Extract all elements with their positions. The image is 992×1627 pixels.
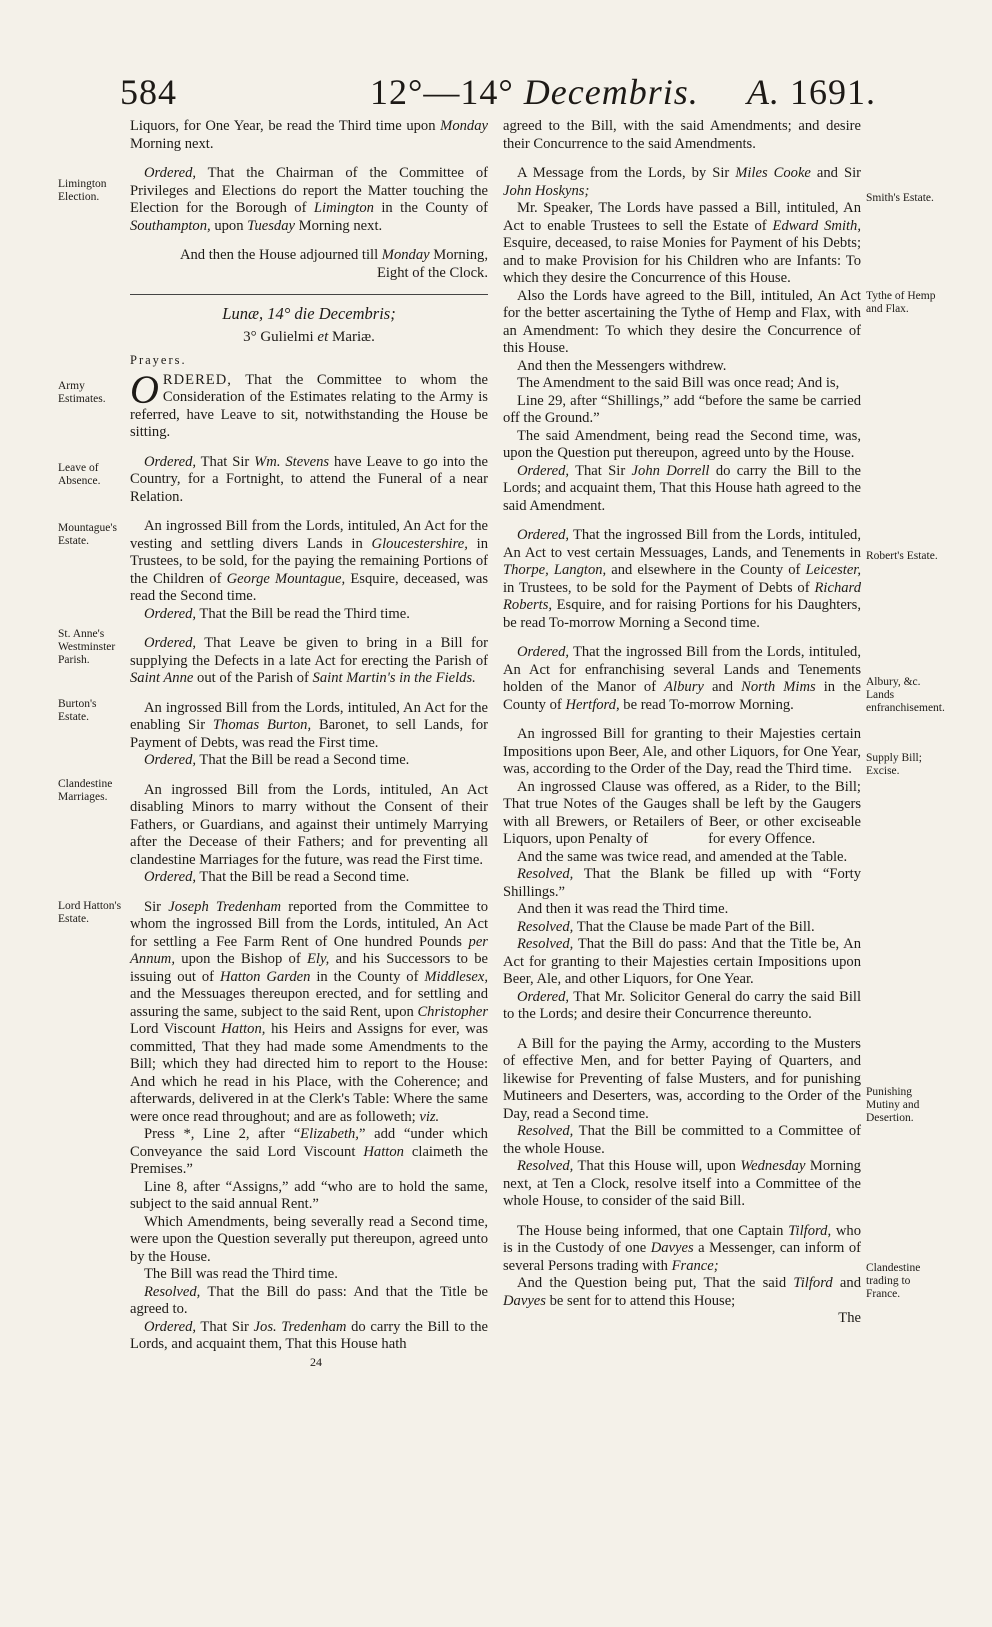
paragraph-rider: An ingrossed Clause was offered, as a Rider, to the Bill; That true Notes of the Gauges shall be left by the Gaugers with all Brewers, or Retailers of Beer, or other exciseable Liquors, upon Penalty of for every Offence. xyxy=(503,778,861,847)
margin-note-robert: Robert's Estate. xyxy=(866,550,938,562)
year-letter: A. xyxy=(747,72,780,112)
paragraph-press-amendment: Press *, Line 2, after “Elizabeth,” add “under which Conveyance the said Lord Viscount Hatton claimeth the Premises.” xyxy=(130,1126,488,1177)
paragraph-st-anne: Ordered, That Leave be given to bring in a Bill for supplying the Defects in a late Act for erecting the Parish of Saint Anne out of the Parish of Saint Martin's in the Fields. xyxy=(130,635,488,686)
paragraph-committee: Resolved, That the Bill be committed to a Committee of the whole House. xyxy=(503,1123,861,1157)
margin-note-leave: Leave of Absence. xyxy=(58,462,101,487)
paragraph-adjourn: And then the House adjourned till Monday Morning, Eight of the Clock. xyxy=(179,247,488,281)
year-number: 1691. xyxy=(790,72,876,112)
left-column xyxy=(130,118,488,1371)
paragraph-tythe: Also the Lords have agreed to the Bill, intituled, An Act for the better ascertaining the Tythe of Hemp and Flax, with an Amendment: To which they desire the Concurrence of this House. xyxy=(503,287,861,356)
catchword: The xyxy=(838,1310,861,1326)
paragraph-withdrew: And then the Messengers withdrew. xyxy=(517,357,727,374)
date-range: 12°—14° xyxy=(370,72,514,112)
section-divider xyxy=(130,294,488,295)
paragraph-roberts: Ordered, That the ingrossed Bill from the Lords, intituled, An Act to vest certain Messuages, Lands, and Tenements in Thorpe, Langton, and elsewhere in the County of Leicester, in Trustees, to be sold for the Payment of Debts of Richard Roberts, Esquire, and for raising Portions for his Daughters, be read To-morrow Morning a Second time. xyxy=(503,527,862,631)
paragraph-line8: Line 8, after “Assigns,” add “who are to hold the same, subject to the said annual Rent.” xyxy=(130,1178,488,1212)
paragraph-liquors: Liquors, for One Year, be read the Third time upon Monday Morning next. xyxy=(130,118,488,152)
margin-note-mutiny: Punishing Mutiny and Desertion. xyxy=(866,1086,920,1124)
paragraph-supply-bill: An ingrossed Bill for granting to their Majesties certain Impositions upon Beer, Ale, and other Liquors, for One Year, was, according to the Order of the Day, read the Third time. xyxy=(503,726,861,777)
margin-note-clandestine: Clandestine Marriages. xyxy=(58,778,113,803)
paragraph-amendments-agreed: Which Amendments, being severally read a Second time, were upon the Question severally put thereupon, agreed unto by the House. xyxy=(130,1213,488,1265)
paragraph-mountague: An ingrossed Bill from the Lords, intituled, An Act for the vesting and settling divers Lands in Gloucestershire, in Trustees, to be sold, for the paying the remaining Portions of the Children of George Mountague, Esquire, deceased, was read the Second time. xyxy=(130,518,489,604)
paragraph-burton: An ingrossed Bill from the Lords, intituled, An Act for the enabling Sir Thomas Burton, Baronet, to sell Lands, for Payment of Debts, was read the First time. xyxy=(130,699,488,751)
paragraph-limington: Ordered, That the Chairman of the Committee of Privileges and Elections do report the Matter touching the Election for the Borough of Limington in the County of Southampton, upon Tuesday Morning next. xyxy=(130,165,488,234)
page-year-heading xyxy=(747,72,876,112)
margin-note-burton: Burton's Estate. xyxy=(58,698,97,723)
paragraph-leave: Ordered, That Sir Wm. Stevens have Leave to go into the Country, for a Fortnight, to attend the Funeral of a near Relation. xyxy=(130,453,488,505)
signature-mark: 24 xyxy=(310,1354,322,1369)
paragraph-smith-bill: Mr. Speaker, The Lords have passed a Bill, intituled, An Act to enable Trustees to sell the Estate of Edward Smith, Esquire, deceased, to raise Monies for Payment of his Debts; and to make Provision for his Children who are Infants: To which they desire the Concurrence of this House. xyxy=(503,200,861,286)
paragraph-title: Resolved, That the Bill do pass: And that the Title be, An Act for granting to their Majesties certain Impositions upon Beer, Ale, and other Liquors, for One Year. xyxy=(503,936,861,987)
paragraph-tilford: The House being informed, that one Captain Tilford, who is in the Custody of one Davyes a Messenger, can inform of several Persons trading with France; xyxy=(503,1222,861,1274)
paragraph-question: And the Question being put, That the said Tilford and Davyes be sent for to attend this House; xyxy=(503,1275,861,1309)
right-column xyxy=(503,118,861,1328)
page-number: 584 xyxy=(120,72,177,112)
margin-note-hatton: Lord Hatton's Estate. xyxy=(58,900,122,925)
prayers-heading: Prayers. xyxy=(130,353,187,367)
paragraph-amendment-read: The Amendment to the said Bill was once read; And is, xyxy=(517,375,840,391)
margin-note-france: Clandestine trading to France. xyxy=(866,1262,921,1300)
margin-note-limington: Limington Election. xyxy=(58,178,107,203)
paragraph-amendment-agreed: The said Amendment, being read the Second time, was, upon the Question put thereupon, agreed unto by the House. xyxy=(503,427,861,461)
paragraph-dorrell: Ordered, That Sir John Dorrell do carry the Bill to the Lords; and acquaint them, That this House hath agreed to the said Amendment. xyxy=(503,462,861,514)
paragraph-hatton-report: Sir Joseph Tredenham reported from the Committee to whom the ingrossed Bill from the Lords, intituled, An Act for settling a Fee Farm Rent of One hundred Pounds per Annum, upon the Bishop of Ely, and his Successors to be issuing out of Hatton Garden in the County of Middlesex, and the Messuages thereupon erected, and for settling and assuring the same, subject to the said Rent, upon Christopher Lord Viscount Hatton, his Heirs and Assigns for ever, was committed, That they had made some Amendments to the Bill; which they had directed him to report to the House: And which he read in his Place, with the Coherence; and afterwards, delivered in at the Clerk's Table: Where the same were once read throughout; and are as followeth; viz. xyxy=(130,898,489,1125)
paragraph-resolved-pass: Resolved, That the Bill do pass: And that the Title be agreed to. xyxy=(130,1283,488,1317)
paragraph-solicitor: Ordered, That Mr. Solicitor General do carry the said Bill to the Lords; and desire their Concurrence thereunto. xyxy=(503,988,861,1022)
paragraph-blank: Resolved, That the Blank be filled up with “Forty Shillings.” xyxy=(503,866,861,900)
paragraph-carry-to-lords: Ordered, That Sir Jos. Tredenham do carry the Bill to the Lords, and acquaint them, That this House hath xyxy=(130,1318,488,1352)
date-month: Decembris. xyxy=(523,72,699,112)
paragraph-wednesday: Resolved, That this House will, upon Wednesday Morning next, at Ten a Clock, resolve itself into a Committee of the whole House, to consider of the said Bill. xyxy=(503,1158,861,1209)
page-date-heading xyxy=(370,72,699,112)
paragraph-line29: Line 29, after “Shillings,” add “before the same be carried off the Ground.” xyxy=(503,392,861,426)
margin-note-st-anne: St. Anne's Westminster Parish. xyxy=(58,628,116,666)
paragraph-message: A Message from the Lords, by Sir Miles Cooke and Sir John Hoskyns; xyxy=(503,165,861,199)
paragraph-continuation: agreed to the Bill, with the said Amendments; and desire their Concurrence to the said Amendments. xyxy=(503,118,861,152)
paragraph-army-bill: A Bill for the paying the Army, according to the Musters of effective Men, and for better Paying of Quarters, and likewise for Preventing of false Musters, and for punishing Mutineers and Deserters, was, according to the Order of the Day, read a Second time. xyxy=(503,1035,861,1122)
margin-note-army: Army Estimates. xyxy=(58,380,106,405)
paragraph-albury: Ordered, That the ingrossed Bill from the Lords, intituled, An Act for enfranchising several Lands and Tenements holden of the Manor of Albury and North Mims in the County of Hertford, be read To-morrow Morning. xyxy=(503,644,861,713)
paragraph-third-reading: The Bill was read the Third time. xyxy=(144,1266,338,1282)
regnal-year: 3° Gulielmi et Mariæ. xyxy=(243,328,375,345)
margin-note-supply: Supply Bill; Excise. xyxy=(866,752,922,777)
drop-cap: O xyxy=(130,366,159,412)
margin-note-mountague: Mountague's Estate. xyxy=(58,522,117,547)
paragraph-burton-order: Ordered, That the Bill be read a Second time. xyxy=(144,752,410,768)
paragraph-clandestine: An ingrossed Bill from the Lords, intituled, An Act disabling Minors to marry without the Consent of their Fathers, or Guardians, and against their untimely Marrying after the Decease of their Fathers; and for preventing all clandestine Marriages for the future, was read the First time. xyxy=(130,781,488,868)
paragraph-third-time: And then it was read the Third time. xyxy=(517,901,729,917)
paragraph-clandestine-order: Ordered, That the Bill be read a Second time. xyxy=(144,869,410,885)
margin-note-tythe: Tythe of Hemp and Flax. xyxy=(866,290,936,315)
margin-note-smith: Smith's Estate. xyxy=(866,192,934,204)
day-heading: Lunæ, 14° die Decembris; xyxy=(222,304,396,323)
paragraph-army-estimates: ORDERED, That the Committee to whom the Consideration of the Estimates relating to the Army is referred, have Leave to sit, notwithstanding the House be sitting. xyxy=(130,366,488,440)
paragraph-twice-read: And the same was twice read, and amended at the Table. xyxy=(517,848,848,865)
paragraph-mountague-order: Ordered, That the Bill be read the Third time. xyxy=(144,605,410,622)
margin-note-albury: Albury, &c. Lands enfranchisement. xyxy=(866,676,945,714)
paragraph-clause: Resolved, That the Clause be made Part of the Bill. xyxy=(517,918,815,935)
